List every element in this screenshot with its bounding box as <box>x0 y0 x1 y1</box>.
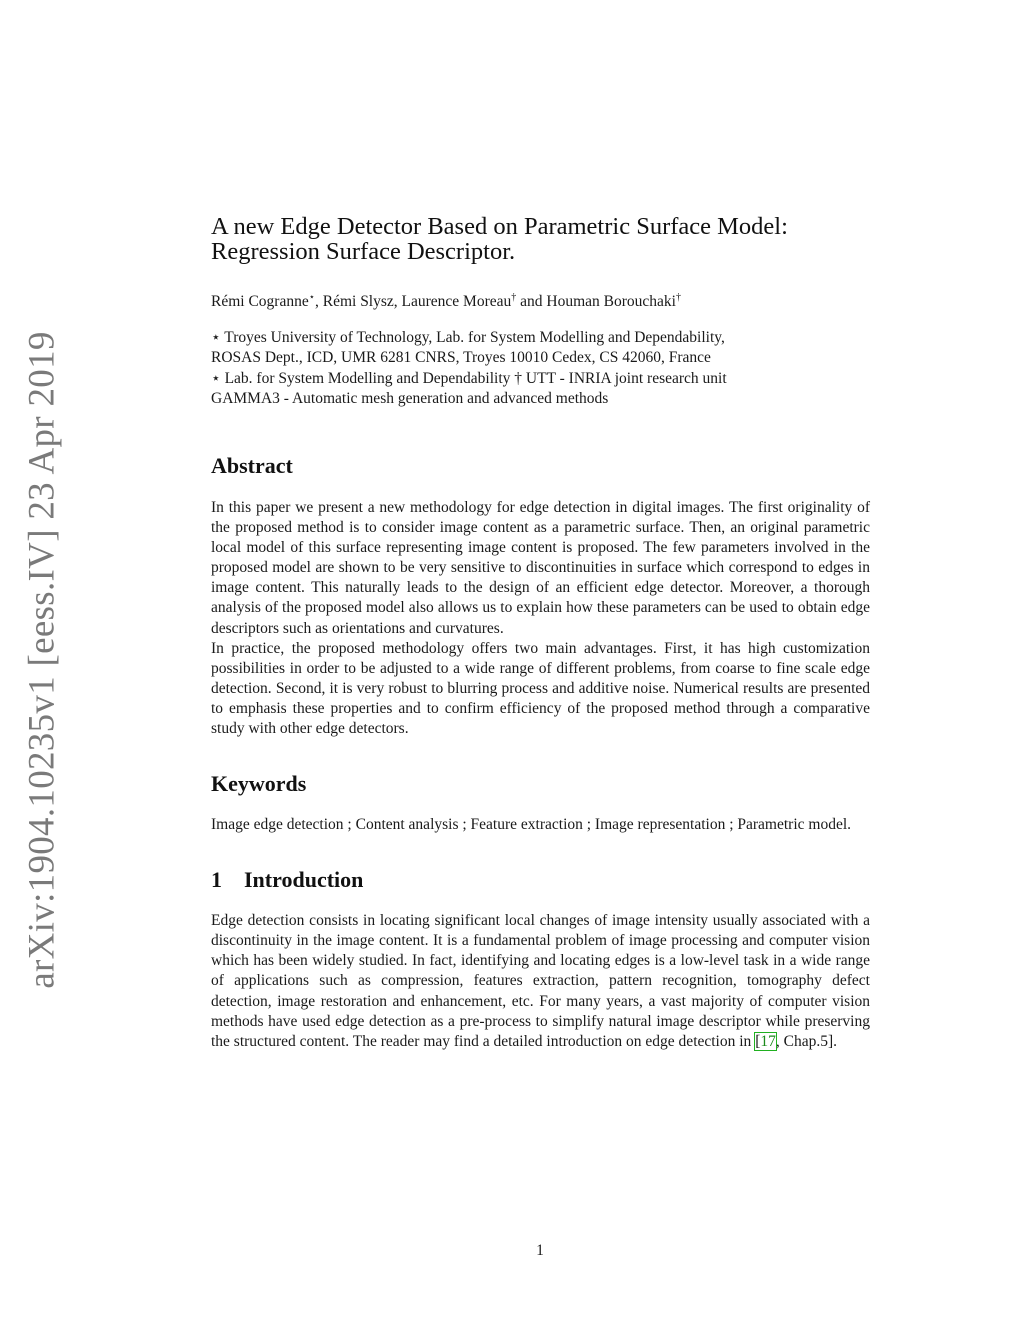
introduction-text: Edge detection consists in locating significant local changes of image intensity usually associated with a discontinuity in the image content. It is a fundamental problem of image processing and computer vision which has been widely studied. In fact, identifying and locating edges is a low-level task in a wide range of applications such as compression, features extraction, pattern recognition, tomography defect detection, image restoration and enhancement, etc. For many years, a vast majority of computer vision methods have used edge detection as a pre-process to simplify natural image descriptor while preserving the structured content. The reader may find a detailed introduction on edge detection in <box>211 912 870 1050</box>
title-line-2: Regression Surface Descriptor. <box>211 238 516 265</box>
author-name: Houman Borouchaki <box>546 293 676 311</box>
keywords-text: Image edge detection ; Content analysis ; Feature extraction ; Image representation ; Parametric model. <box>211 816 852 834</box>
keywords-heading: Keywords <box>211 771 307 797</box>
abstract-heading: Abstract <box>211 452 293 478</box>
arxiv-stamp: arXiv:1904.10235v1 [eess.IV] 23 Apr 2019 <box>21 331 63 989</box>
abstract-paragraph-1: In this paper we present a new methodology for edge detection in digital images. The first originality of the proposed method is to consider image content as a parametric surface. Then, an original parametric local model of this surface representing image content is proposed. The few parameters involved in the proposed model are shown to be very sensitive to discontinuities in surface which correspond to edges in image content. This naturally leads to the design of an efficient edge detector. Moreover, a thorough analysis of the proposed model also allows us to explain how these parameters can be used to obtain edge descriptors such as orientations and curvatures. <box>211 498 870 637</box>
author-name: Laurence Moreau <box>401 293 512 311</box>
citation-link[interactable] <box>755 1033 776 1050</box>
author-list <box>211 288 870 312</box>
affiliation-mark: † <box>511 292 517 303</box>
abstract-paragraph-2: In practice, the proposed methodology offers two main advantages. First, it has high customization possibilities in order to be adjusted to a wide range of different problems, from coarse to fine scale edge detection. Second, it is very robust to blurring process and additive noise. Numerical results are presented to emphasis these properties and to confirm efficiency of the proposed method through a comparative study with other edge detectors. <box>211 639 870 737</box>
separator: , <box>393 293 402 311</box>
affiliations <box>211 328 870 409</box>
section-heading-introduction <box>211 867 870 893</box>
title-line-1: A new Edge Detector Based on Parametric Surface Model: <box>211 213 788 240</box>
paper-title <box>211 214 870 264</box>
section-title: Introduction <box>244 867 364 893</box>
introduction-paragraph <box>211 911 870 1052</box>
citation-bracket: [ <box>755 1032 761 1050</box>
author-name: Rémi Slysz <box>322 293 394 311</box>
citation-number: 17 <box>760 1032 776 1050</box>
affiliation-line: ⋆ Lab. for System Modelling and Dependability † UTT - INRIA joint research unit <box>211 369 727 387</box>
affiliation-mark: ⋆ <box>308 292 315 303</box>
author-name: Rémi Cogranne <box>211 293 309 311</box>
page-number: 1 <box>536 1242 544 1259</box>
section-number: 1 <box>211 867 222 893</box>
citation-suffix: , Chap.5]. <box>775 1032 837 1050</box>
separator: and <box>516 293 547 311</box>
separator: , <box>314 293 323 311</box>
paper-page <box>211 214 870 1052</box>
affiliation-line: GAMMA3 - Automatic mesh generation and advanced methods <box>211 389 609 407</box>
affiliation-mark: † <box>675 292 681 303</box>
affiliation-line: ROSAS Dept., ICD, UMR 6281 CNRS, Troyes 10010 Cedex, CS 42060, France <box>211 349 711 367</box>
affiliation-line: ⋆ Troyes University of Technology, Lab. for System Modelling and Dependability, <box>211 329 725 347</box>
